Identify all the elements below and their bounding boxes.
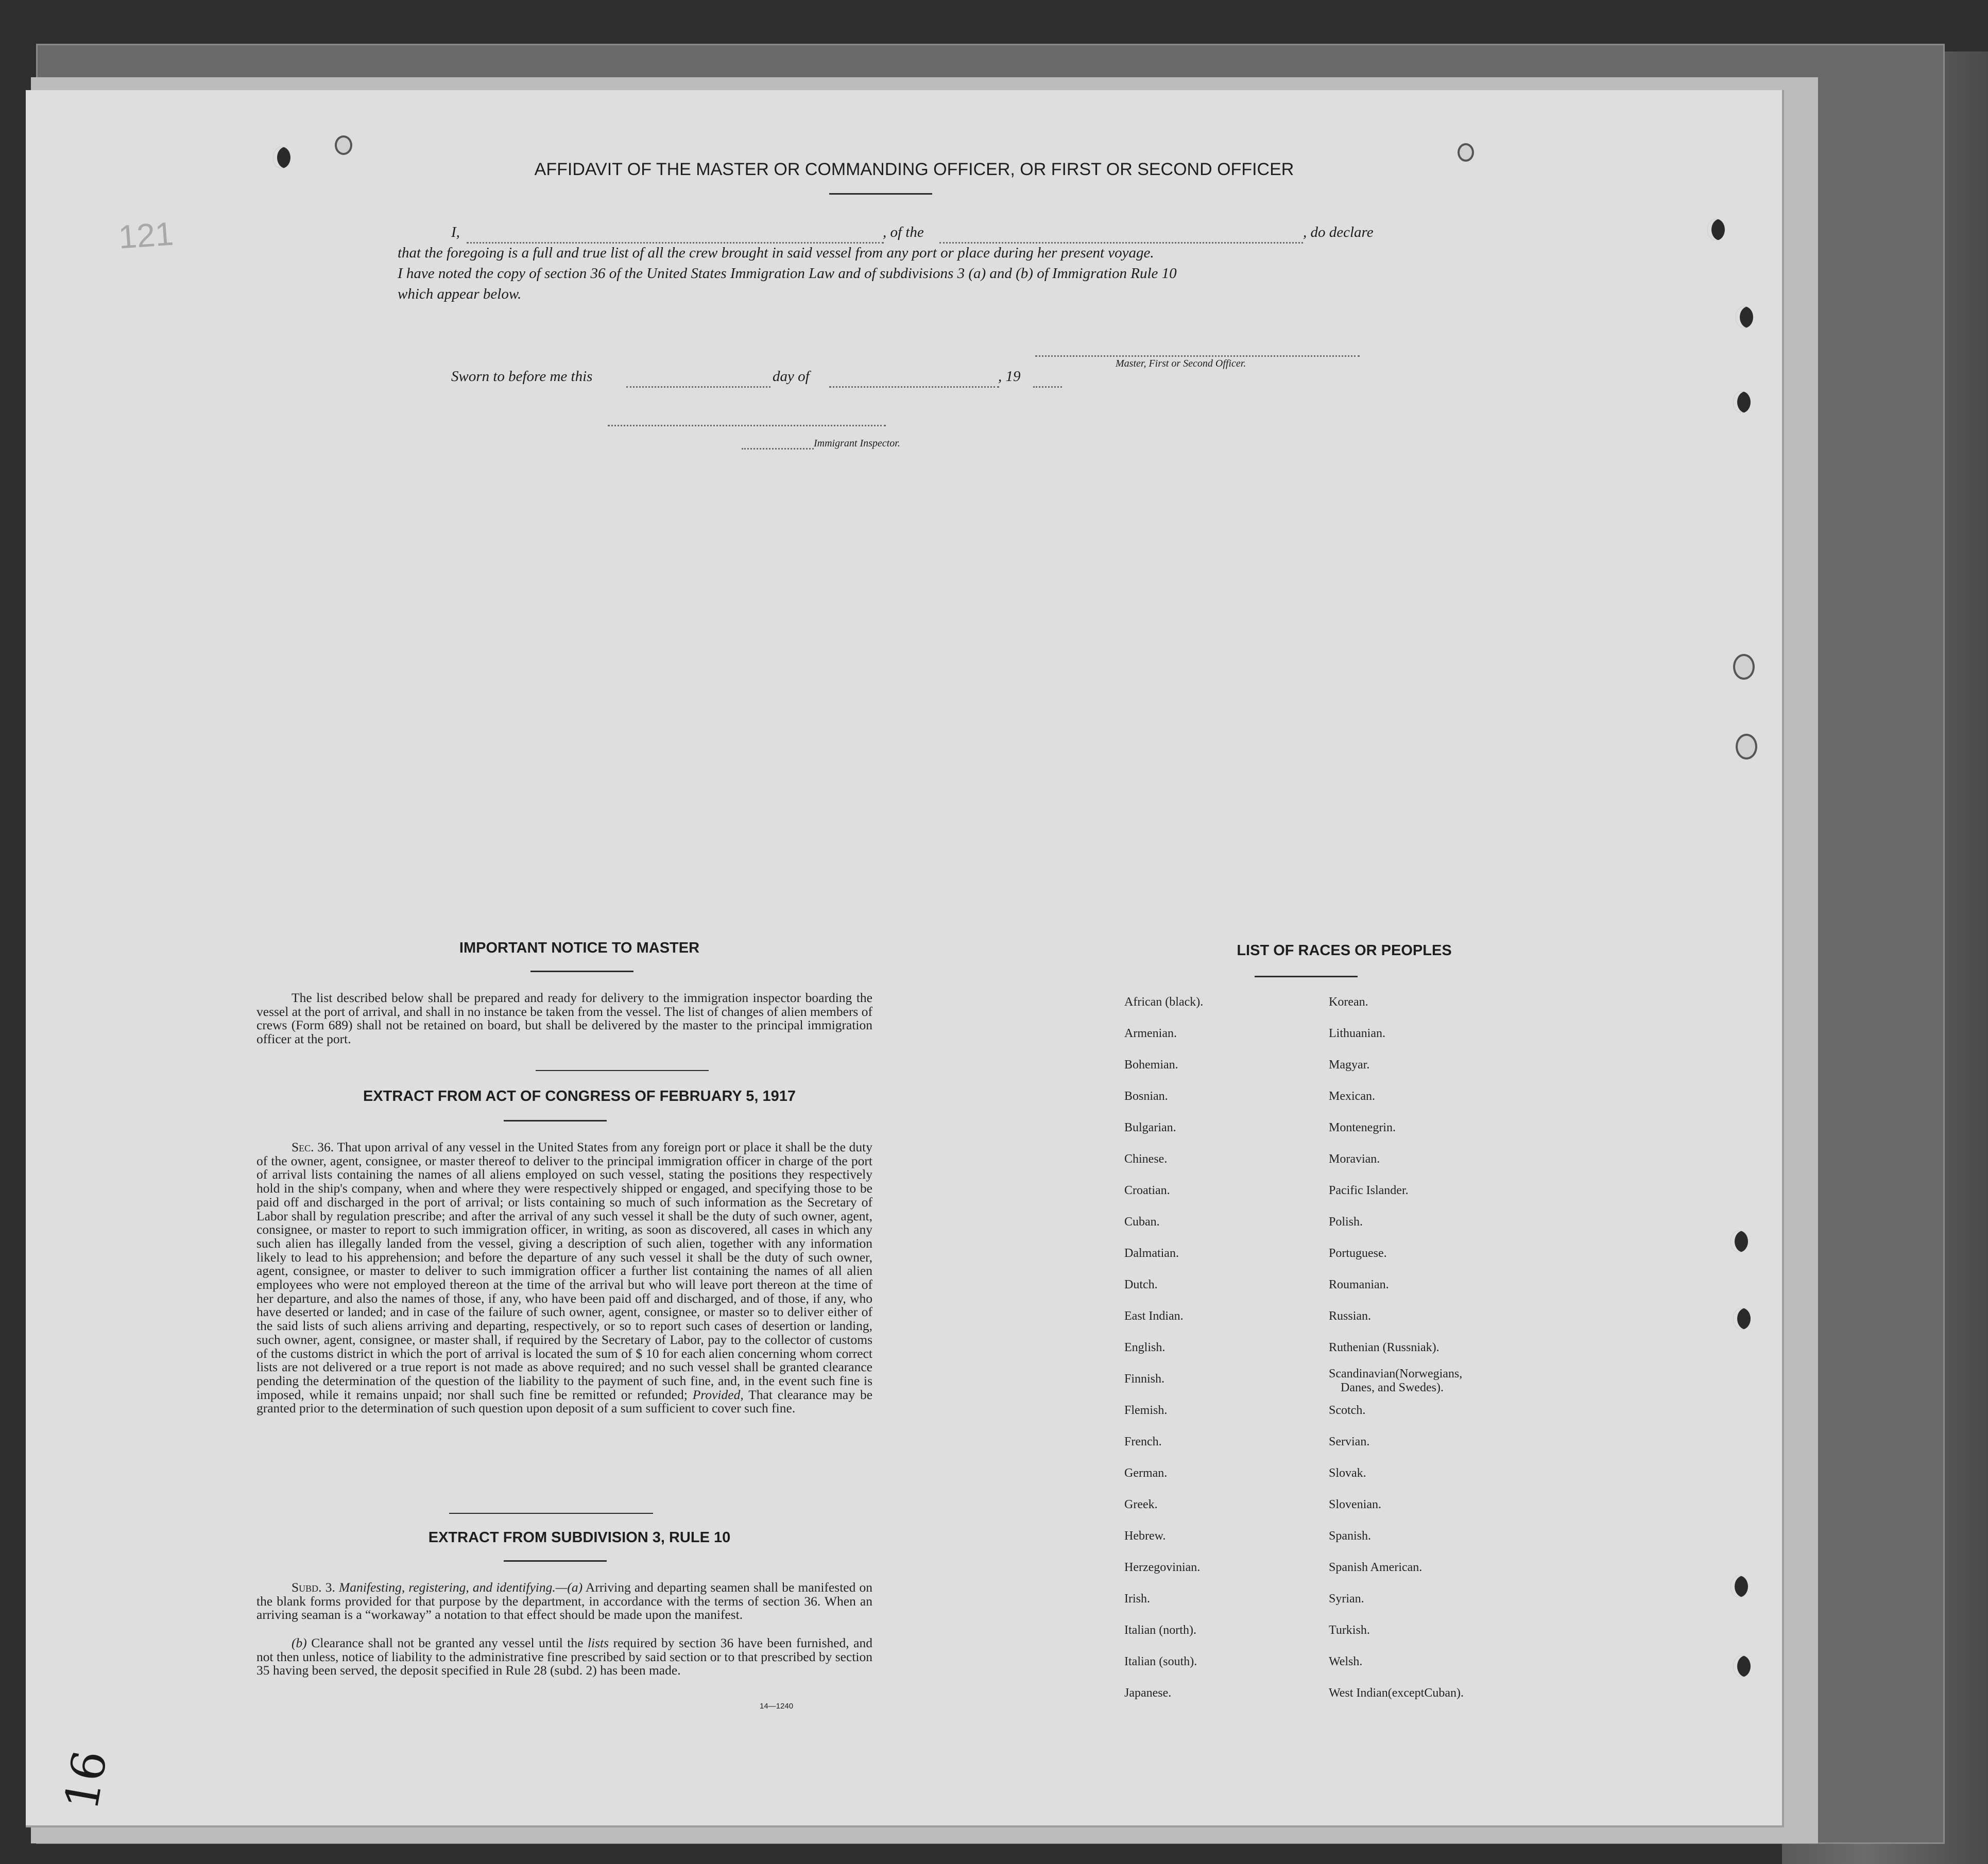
officer-signature-line — [1035, 355, 1360, 357]
binder-hole-icon — [1458, 143, 1474, 162]
binder-hole-icon — [1733, 654, 1755, 680]
race-left-item: Cuban. — [1124, 1215, 1160, 1229]
affidavit-of-the-label: , of the — [883, 224, 924, 240]
rule-para-b — [256, 1636, 872, 1678]
race-left-item: Croatian. — [1124, 1184, 1170, 1197]
rule-para-b-text-1: Clearance shall not be granted any vessel until the — [311, 1635, 584, 1650]
affidavit-title: AFFIDAVIT OF THE MASTER OR COMMANDING OFFICER, OR FIRST OR SECOND OFFICER — [534, 160, 1294, 179]
race-right-item: Slovak. — [1329, 1466, 1366, 1480]
rule-b-label: (b) — [292, 1635, 307, 1650]
race-right-item: Korean. — [1329, 995, 1368, 1009]
race-right-item: Portuguese. — [1329, 1247, 1387, 1260]
rule-title-rule — [504, 1560, 607, 1562]
race-right-item: Mexican. — [1329, 1090, 1375, 1103]
binder-hole-icon — [335, 135, 352, 155]
race-right-item: Spanish. — [1329, 1529, 1372, 1543]
race-right-item: Polish. — [1329, 1215, 1363, 1229]
race-left-item: Greek. — [1124, 1498, 1158, 1511]
race-right-item: Roumanian. — [1329, 1278, 1389, 1291]
notice-title: IMPORTANT NOTICE TO MASTER — [459, 940, 700, 956]
race-left-item: Bosnian. — [1124, 1090, 1168, 1103]
act-divider — [449, 1513, 653, 1514]
race-right-item: Magyar. — [1329, 1058, 1370, 1072]
sworn-month-blank — [829, 386, 999, 388]
race-left-item: Armenian. — [1124, 1027, 1177, 1040]
race-right-item: Scandinavian(Norwegians, — [1329, 1367, 1463, 1380]
race-left-item: Italian (north). — [1124, 1624, 1196, 1637]
act-section-label: Sec. 36. — [292, 1140, 334, 1154]
binder-hole-icon — [1736, 306, 1753, 328]
affidavit-declare-label: , do declare — [1303, 224, 1374, 240]
inspector-caption-leader — [742, 448, 814, 450]
binder-hole-icon — [1730, 1576, 1748, 1597]
race-left-item: Italian (south). — [1124, 1655, 1197, 1668]
notice-divider — [536, 1070, 709, 1071]
race-right-item: West Indian(exceptCuban). — [1329, 1686, 1464, 1700]
race-right-item: Moravian. — [1329, 1152, 1380, 1166]
rule-subd-label: Subd. 3. — [292, 1580, 335, 1595]
race-right-item: Lithuanian. — [1329, 1027, 1385, 1040]
binder-hole-icon — [1730, 1231, 1748, 1252]
handwritten-page-number: 16 — [54, 1746, 118, 1815]
race-left-item: African (black). — [1124, 995, 1204, 1009]
bleed-through-number: 121 — [117, 215, 175, 256]
races-title: LIST OF RACES OR PEOPLES — [1237, 942, 1452, 959]
race-right-item: Danes, and Swedes). — [1341, 1381, 1444, 1394]
race-left-item: French. — [1124, 1435, 1162, 1448]
affidavit-line-3: I have noted the copy of section 36 of the United States Immigration Law and of subdivisions 3 (a) and (b) of Immigration Rule 10 — [398, 265, 1177, 282]
rule-para-a — [256, 1581, 872, 1622]
race-right-item: Russian. — [1329, 1309, 1372, 1323]
rule-title: EXTRACT FROM SUBDIVISION 3, RULE 10 — [428, 1529, 731, 1546]
name-blank — [467, 242, 884, 244]
sworn-day-label: day of — [773, 368, 810, 385]
notice-title-rule — [530, 971, 633, 972]
binder-hole-icon — [1736, 734, 1757, 760]
affidavit-line-2: that the foregoing is a full and true list of all the crew brought in said vessel from any port or place during her present voyage. — [398, 245, 1154, 261]
sworn-label: Sworn to before me this — [451, 368, 593, 385]
rule-subd-heading: Manifesting, registering, and identifying.—(a) — [339, 1580, 583, 1595]
races-title-rule — [1255, 976, 1358, 977]
vessel-blank — [939, 242, 1303, 244]
sworn-year-blank — [1033, 386, 1062, 388]
officer-signature-caption: Master, First or Second Officer. — [1116, 358, 1246, 369]
race-left-item: Japanese. — [1124, 1686, 1172, 1700]
affidavit-title-rule — [829, 193, 932, 195]
affidavit-i-label: I, — [451, 224, 460, 240]
race-left-item: Chinese. — [1124, 1152, 1168, 1166]
act-title-rule — [504, 1120, 607, 1121]
rule-para-b-text-2: required by section 36 have been furnished, and not then unless, notice of liability to the administrative fine prescribed by said section or to that prescribed by section 35 having been served, the deposit specified in Rule 28 (subd. 2) has been made. — [256, 1635, 872, 1678]
race-left-item: Bohemian. — [1124, 1058, 1178, 1072]
race-left-item: Hebrew. — [1124, 1529, 1166, 1543]
race-left-item: Flemish. — [1124, 1404, 1168, 1417]
act-provided-label: Provided, — [692, 1387, 744, 1402]
binder-hole-icon — [1707, 219, 1725, 240]
race-left-item: Herzegovinian. — [1124, 1561, 1201, 1574]
race-left-item: Dutch. — [1124, 1278, 1158, 1291]
rule-para-b-lists: lists — [587, 1635, 609, 1650]
race-left-item: Irish. — [1124, 1592, 1150, 1606]
race-right-item: Ruthenian (Russniak). — [1329, 1341, 1439, 1354]
race-right-item: Slovenian. — [1329, 1498, 1381, 1511]
inspector-signature-line — [608, 425, 886, 426]
race-left-item: East Indian. — [1124, 1309, 1184, 1323]
race-left-item: English. — [1124, 1341, 1166, 1354]
race-left-item: Finnish. — [1124, 1372, 1165, 1386]
act-tail-text: That clearance may be granted prior to the determination of such question upon deposit of a sum sufficient to cover such fine. — [256, 1387, 873, 1416]
race-right-item: Turkish. — [1329, 1624, 1370, 1637]
race-left-item: Bulgarian. — [1124, 1121, 1176, 1134]
affidavit-line-4: which appear below. — [398, 286, 522, 302]
document-page — [26, 90, 1784, 1827]
binder-hole-icon — [1733, 1308, 1751, 1330]
race-right-item: Servian. — [1329, 1435, 1370, 1448]
sworn-day-blank — [626, 386, 770, 388]
act-section-text: That upon arrival of any vessel in the United States from any foreign port or place it shall be the duty of the owner, agent, consignee, or master thereof to deliver to the principal immigration officer in charge of the port of arrival lists containing the names of all aliens employed on such vessel, stating the positions they respectively hold in the ship's company, when and where they were respectively shipped or engaged, and specifying those to be paid off and discharged in the port of arrival; or lists containing so much of such information as the Secretary of Labor shall by regulation prescribe; and after the arrival of any such vessel it shall be the duty of such owner, agent, consignee, or master to report to such immigration officer, in writing, as soon as discovered, all cases in which any such alien has illegally landed from the vessel, giving a description of such alien, together with any information likely to lead to his apprehension; and before the departure of any such vessel it shall be the duty of such owner, agent, consignee, or master to deliver to such immigration officer a further list containing the names of all alien employees who were not employed thereon at the time of the arrival but who will leave port thereon at the time of her departure, and also the names of those, if any, who have been paid off and discharged, and of those, if any, who have deserted or landed; and in case of the failure of such owner, agent, consignee, or master so to deliver either of the said lists of such aliens arriving and departing, respectively, or so to report such cases of desertion or landing, such owner, agent, consignee, or master shall, if required by the Secretary of Labor, pay to the collector of customs of the customs district in which the port of arrival is located the sum of $ 10 for each alien concerning whom correct lists are not delivered or a true report is not made as above required; and no such vessel shall be granted clearance pending the determination of the question of the liability to the payment of such fine, and, in the event such fine is imposed, while it remains unpaid; nor shall such fine be remitted or refunded; — [256, 1140, 873, 1402]
race-right-item: Montenegrin. — [1329, 1121, 1396, 1134]
act-body — [256, 1141, 872, 1416]
race-right-item: Syrian. — [1329, 1592, 1364, 1606]
sworn-year-label: , 19 — [998, 368, 1021, 385]
binder-hole-icon — [1733, 391, 1751, 413]
act-title: EXTRACT FROM ACT OF CONGRESS OF FEBRUARY 5, 1917 — [363, 1088, 796, 1104]
inspector-caption: Immigrant Inspector. — [814, 438, 900, 449]
race-right-item: Spanish American. — [1329, 1561, 1423, 1574]
form-number: 14—1240 — [760, 1702, 794, 1711]
race-right-item: Scotch. — [1329, 1404, 1366, 1417]
race-right-item: Welsh. — [1329, 1655, 1363, 1668]
race-left-item: Dalmatian. — [1124, 1247, 1179, 1260]
binder-hole-icon — [273, 147, 290, 168]
notice-body: The list described below shall be prepared and ready for delivery to the immigration inspector boarding the vessel at the port of arrival, and shall in no instance be taken from the vessel. The list of changes of alien members of crews (Form 689) shall not be retained on board, but shall be delivered by the master to the principal immigration officer at the port. — [256, 990, 872, 1047]
binder-hole-icon — [1733, 1655, 1751, 1677]
race-left-item: German. — [1124, 1466, 1168, 1480]
race-right-item: Pacific Islander. — [1329, 1184, 1409, 1197]
rule-para-a-text: Arriving and departing seamen shall be manifested on the blank forms provided for that purpose by the department, in accordance with the terms of section 36. When an arriving seaman is a “workaway” a notation to that effect should be made upon the manifest. — [256, 1580, 873, 1623]
